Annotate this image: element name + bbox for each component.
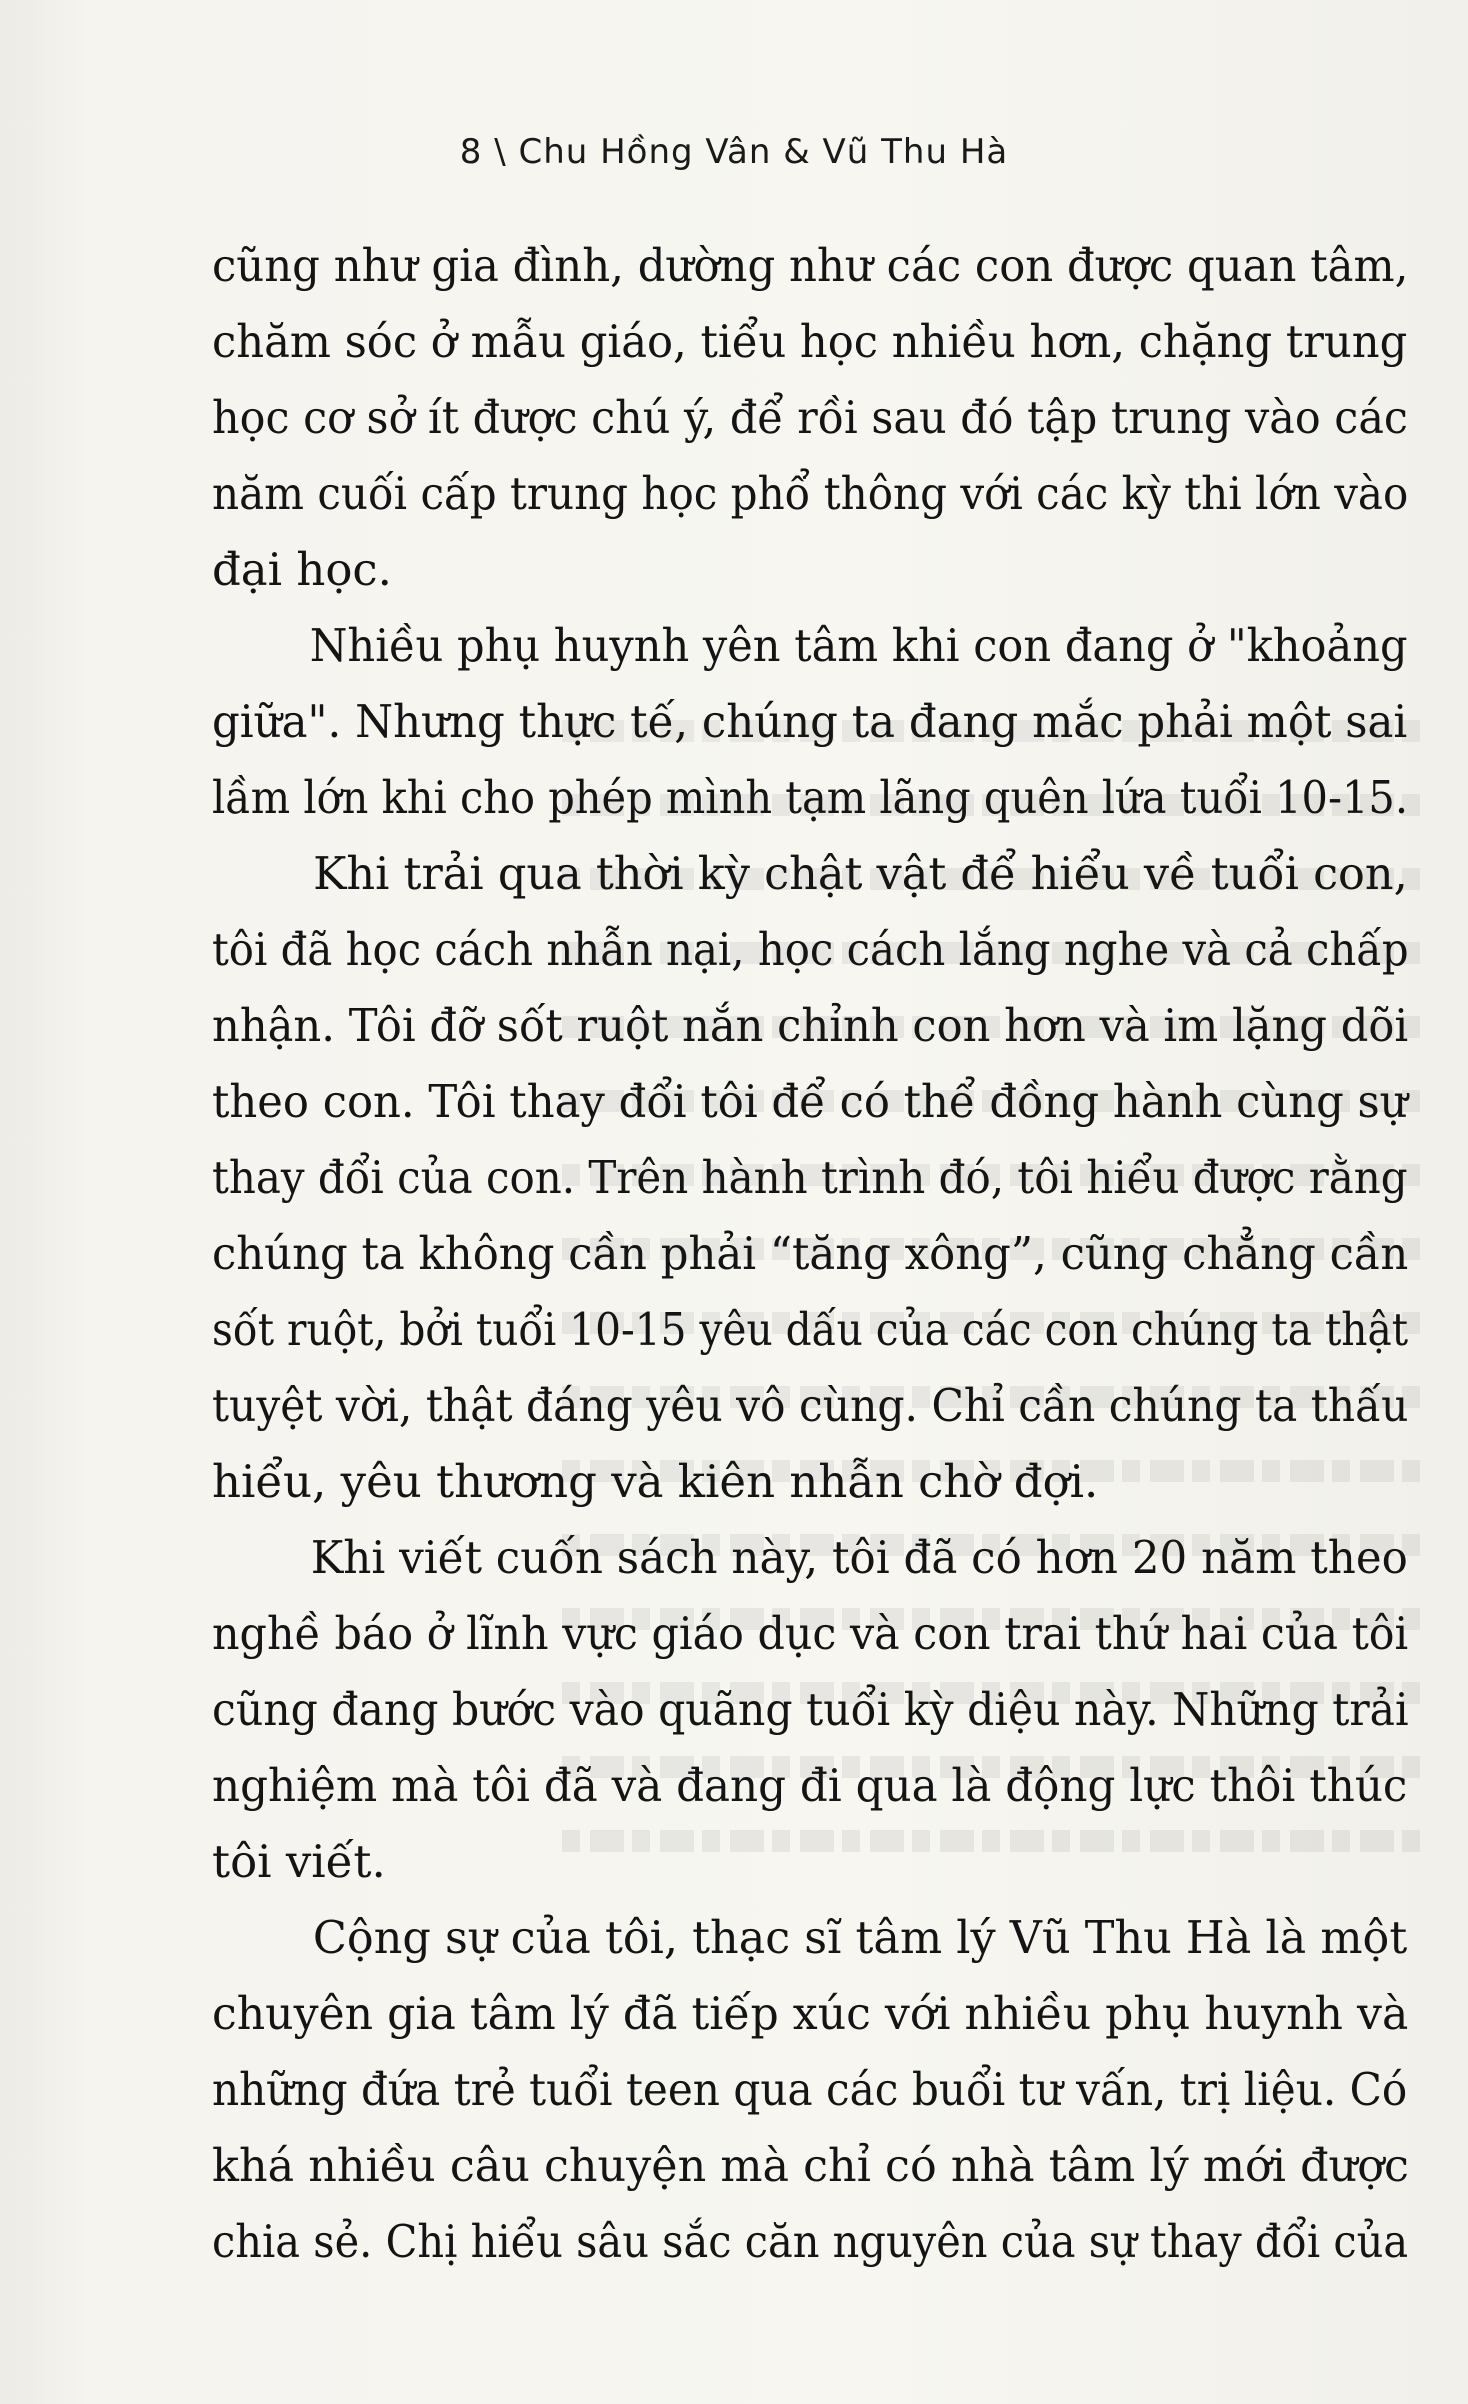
text-line: Khi viết cuốn sách này, tôi đã có hơn 20 năm theo bbox=[310, 1531, 1408, 1584]
text-line: tôi viết. bbox=[212, 1835, 386, 1888]
text-line: Khi trải qua thời kỳ chật vật để hiểu về tuổi con, bbox=[313, 847, 1408, 900]
text-line: sốt ruột, bởi tuổi 10-15 yêu dấu của các con chúng ta thật bbox=[212, 1303, 1409, 1356]
text-line: Cộng sự của tôi, thạc sĩ tâm lý Vũ Thu Hà là một bbox=[312, 1911, 1408, 1964]
text-line: nhận. Tôi đỡ sốt ruột nắn chỉnh con hơn và im lặng dõi bbox=[212, 999, 1409, 1052]
paragraph-1 bbox=[212, 228, 1408, 608]
text-line: học cơ sở ít được chú ý, để rồi sau đó tập trung vào các bbox=[212, 391, 1408, 444]
text-line: cũng như gia đình, dường như các con được quan tâm, bbox=[212, 239, 1409, 292]
text-line: tuyệt vời, thật đáng yêu vô cùng. Chỉ cần chúng ta thấu bbox=[212, 1379, 1409, 1432]
text-line: thay đổi của con. Trên hành trình đó, tôi hiểu được rằng bbox=[212, 1151, 1408, 1204]
text-line: lầm lớn khi cho phép mình tạm lãng quên lứa tuổi 10-15. bbox=[212, 771, 1409, 824]
text-line: chuyên gia tâm lý đã tiếp xúc với nhiều phụ huynh và bbox=[212, 1987, 1409, 2040]
text-line: chia sẻ. Chị hiểu sâu sắc căn nguyên của sự thay đổi của bbox=[212, 2215, 1409, 2268]
text-line: đại học. bbox=[212, 543, 392, 596]
text-line: nghề báo ở lĩnh vực giáo dục và con trai thứ hai của tôi bbox=[212, 1607, 1409, 1660]
text-line: cũng đang bước vào quãng tuổi kỳ diệu này. Những trải bbox=[212, 1683, 1409, 1736]
text-line: giữa". Nhưng thực tế, chúng ta đang mắc phải một sai bbox=[212, 695, 1408, 748]
text-line: năm cuối cấp trung học phổ thông với các kỳ thi lớn vào bbox=[212, 467, 1409, 520]
paragraph-5 bbox=[212, 1900, 1408, 2280]
paragraph-2 bbox=[212, 608, 1408, 836]
paragraph-4 bbox=[212, 1520, 1408, 1900]
text-line: nghiệm mà tôi đã và đang đi qua là động lực thôi thúc bbox=[212, 1759, 1408, 1812]
text-line: hiểu, yêu thương và kiên nhẫn chờ đợi. bbox=[212, 1455, 1099, 1508]
text-line: khá nhiều câu chuyện mà chỉ có nhà tâm lý mới được bbox=[212, 2139, 1409, 2192]
text-line: tôi đã học cách nhẫn nại, học cách lắng nghe và cả chấp bbox=[212, 923, 1409, 976]
running-head: 8 \ Chu Hồng Vân & Vũ Thu Hà bbox=[459, 132, 1009, 172]
body-text bbox=[212, 228, 1408, 2280]
text-line: chăm sóc ở mẫu giáo, tiểu học nhiều hơn, chặng trung bbox=[212, 315, 1408, 368]
text-line: theo con. Tôi thay đổi tôi để có thể đồng hành cùng sự bbox=[212, 1075, 1408, 1128]
paragraph-3 bbox=[212, 836, 1408, 1520]
text-line: những đứa trẻ tuổi teen qua các buổi tư vấn, trị liệu. Có bbox=[212, 2063, 1408, 2116]
text-line: chúng ta không cần phải “tăng xông”, cũng chẳng cần bbox=[212, 1227, 1409, 1280]
text-line: Nhiều phụ huynh yên tâm khi con đang ở "khoảng bbox=[309, 619, 1408, 672]
